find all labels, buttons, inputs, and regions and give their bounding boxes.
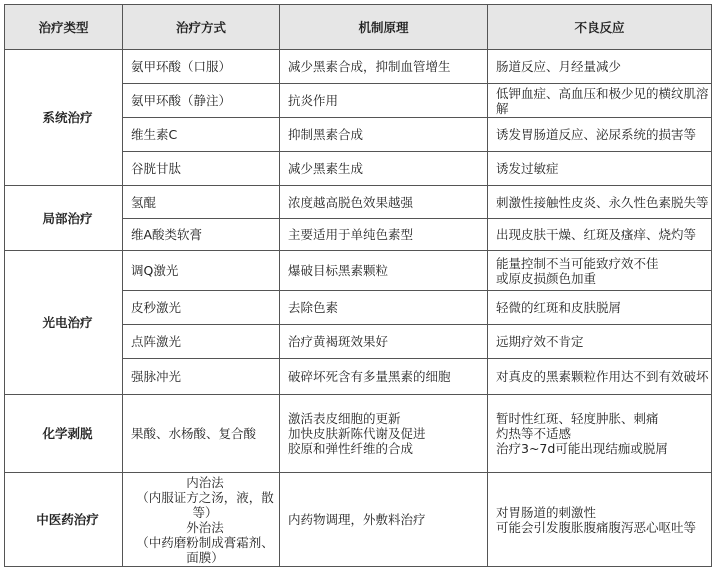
- treatment-table: [4, 4, 712, 567]
- mechanism-cell: [280, 395, 488, 473]
- adverse-cell: [488, 473, 712, 567]
- adverse-cell: 诱发胃肠道反应、泌尿系统的损害等: [488, 118, 712, 152]
- method-line: 外治法: [186, 519, 224, 535]
- adverse-line: 可能会引发腹胀腹痛腹泻恶心呕吐等: [496, 519, 697, 535]
- method-cell: [123, 473, 280, 567]
- adverse-cell: 轻微的红斑和皮肤脱屑: [488, 291, 712, 325]
- adverse-cell: 远期疗效不肯定: [488, 325, 712, 359]
- method-cell: 强脉冲光: [123, 359, 280, 395]
- method-cell: 氨甲环酸（静注）: [123, 84, 280, 118]
- adverse-line: 或原皮损颜色加重: [496, 270, 597, 286]
- category-cell: 系统治疗: [5, 50, 123, 186]
- mechanism-line: 激活表皮细胞的更新: [288, 411, 401, 426]
- category-cell: 中医药治疗: [5, 473, 123, 567]
- method-line: 内治法: [186, 474, 224, 490]
- adverse-line: 灼热等不适感: [496, 426, 572, 441]
- mechanism-cell: 减少黑素合成，抑制血管增生: [280, 50, 488, 84]
- header-adverse-reaction: 不良反应: [488, 5, 712, 50]
- category-cell: 化学剥脱: [5, 395, 123, 473]
- adverse-cell: 低钾血症、高血压和极少见的横纹肌溶解: [488, 84, 712, 118]
- adverse-cell: 诱发过敏症: [488, 152, 712, 186]
- header-treatment-type: 治疗类型: [5, 5, 123, 50]
- header-mechanism: 机制原理: [280, 5, 488, 50]
- adverse-line: 能量控制不当可能致疗效不佳: [496, 255, 659, 271]
- adverse-line: 治疗3~7d可能出现结痂或脱屑: [496, 441, 668, 456]
- method-cell: 调Q激光: [123, 251, 280, 291]
- mechanism-cell: 减少黑素生成: [280, 152, 488, 186]
- mechanism-cell: 治疗黄褐斑效果好: [280, 325, 488, 359]
- method-line: （内服证方之汤，液，散等）: [136, 489, 274, 520]
- adverse-line: 对胃肠道的刺激性: [496, 504, 597, 520]
- table-row: [5, 473, 712, 567]
- mechanism-cell: 主要适用于单纯色素型: [280, 219, 488, 251]
- header-treatment-method: 治疗方式: [123, 5, 280, 50]
- method-cell: 氢醌: [123, 186, 280, 219]
- header-row: [5, 5, 712, 50]
- mechanism-cell: 抑制黑素合成: [280, 118, 488, 152]
- method-cell: 皮秒激光: [123, 291, 280, 325]
- method-cell: 维A酸类软膏: [123, 219, 280, 251]
- table-row: [5, 395, 712, 473]
- method-cell: 氨甲环酸（口服）: [123, 50, 280, 84]
- table-row: [5, 251, 712, 291]
- method-cell: 维生素C: [123, 118, 280, 152]
- adverse-cell: [488, 251, 712, 291]
- mechanism-cell: 去除色素: [280, 291, 488, 325]
- mechanism-cell: 抗炎作用: [280, 84, 488, 118]
- method-line: （中药磨粉制成膏霜剂、面膜）: [136, 534, 274, 565]
- adverse-line: 暂时性红斑、轻度肿胀、刺痛: [496, 411, 659, 426]
- table-row: [5, 50, 712, 84]
- category-cell: 局部治疗: [5, 186, 123, 251]
- method-cell: 谷胱甘肽: [123, 152, 280, 186]
- mechanism-cell: 内药物调理，外敷料治疗: [280, 473, 488, 567]
- mechanism-cell: 浓度越高脱色效果越强: [280, 186, 488, 219]
- adverse-cell: [488, 395, 712, 473]
- method-cell: 点阵激光: [123, 325, 280, 359]
- mechanism-line: 加快皮肤新陈代谢及促进: [288, 426, 426, 441]
- adverse-cell: 肠道反应、月经量减少: [488, 50, 712, 84]
- mechanism-line: 胶原和弹性纤维的合成: [288, 441, 414, 456]
- mechanism-cell: 爆破目标黑素颗粒: [280, 251, 488, 291]
- adverse-cell: 对真皮的黑素颗粒作用达不到有效破坏: [488, 359, 712, 395]
- adverse-cell: 出现皮肤干燥、红斑及瘙痒、烧灼等: [488, 219, 712, 251]
- method-cell: 果酸、水杨酸、复合酸: [123, 395, 280, 473]
- category-cell: 光电治疗: [5, 251, 123, 395]
- mechanism-cell: 破碎坏死含有多量黑素的细胞: [280, 359, 488, 395]
- table-row: [5, 186, 712, 219]
- adverse-cell: 刺激性接触性皮炎、永久性色素脱失等: [488, 186, 712, 219]
